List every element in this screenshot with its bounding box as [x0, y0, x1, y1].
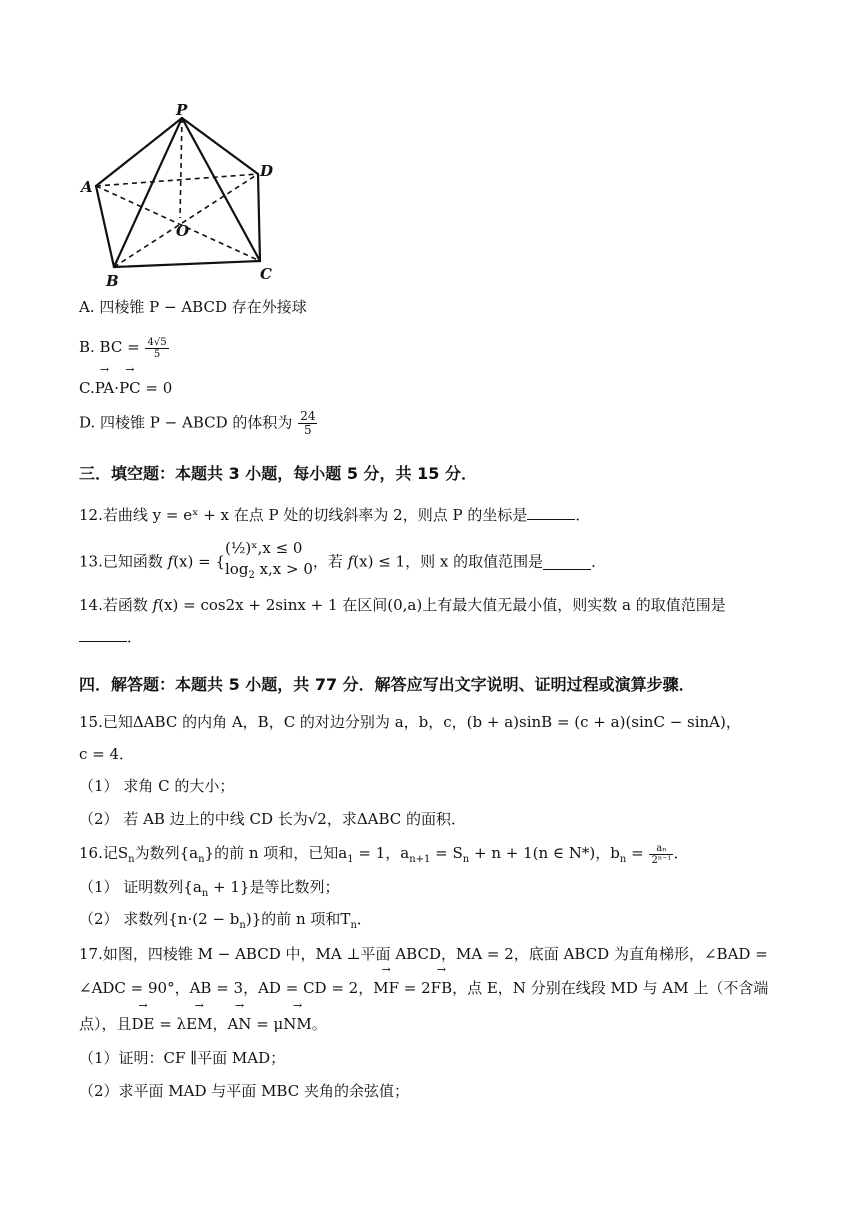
q16-p1-b: + 1}是等比数列； — [208, 878, 340, 896]
edge-CD — [258, 174, 260, 261]
option-b — [79, 336, 169, 360]
label-B: B — [106, 272, 119, 290]
q16-c: }的前 n 项和，已知a — [204, 844, 348, 862]
q16-p1-a: （1） 证明数列{a — [79, 878, 202, 896]
fraction-numerator: aₙ — [649, 843, 673, 855]
section-3-heading: 三．填空题：本题共 3 小题，每小题 5 分，共 15 分． — [79, 464, 477, 483]
edge-AD-hidden — [96, 174, 258, 186]
question-12 — [79, 504, 590, 526]
q17-eq2: = 2 — [399, 979, 431, 997]
question-17-line2 — [79, 977, 768, 999]
question-16-part1 — [79, 876, 339, 905]
vector-NM: → NM — [283, 1013, 311, 1035]
piecewise-cases — [225, 538, 313, 586]
option-b-prefix: B. BC = — [79, 338, 140, 356]
label-P: P — [176, 101, 188, 119]
fraction — [145, 337, 168, 360]
question-17-part1: （1）证明：CF ∥平面 MAD； — [79, 1049, 286, 1067]
q17-l3-a: 点），且 — [79, 1015, 132, 1033]
section-4-heading: 四．解答题：本题共 5 小题，共 77 分．解答应写出文字说明、证明过程或演算步骤． — [79, 675, 695, 694]
fraction-numerator: 24 — [300, 409, 316, 423]
subscript: n — [201, 888, 209, 899]
fraction-denominator: 5 — [304, 423, 312, 437]
q14-rest: (x) = cos2x + 2sinx + 1 在区间(0,a)上有最大值无最小值，则实数 a 的取值范围是 — [158, 596, 726, 614]
option-c-prefix: C. — [79, 379, 95, 397]
height-PO-hidden — [180, 118, 182, 218]
q16-f: + n + 1(n ∈ N*)，b — [469, 844, 620, 862]
edge-BC — [114, 261, 260, 267]
option-a: A. 四棱锥 P − ABCD 存在外接球 — [79, 298, 307, 316]
q17-l2-b: ，点 E，N 分别在线段 MD 与 AM 上（不含端 — [452, 979, 769, 997]
edge-PD — [182, 118, 258, 174]
vector-AN: → AN — [227, 1013, 251, 1035]
function-f: f — [167, 552, 174, 571]
label-C: C — [260, 265, 272, 283]
subscript: n — [462, 854, 470, 865]
subscript: n — [239, 920, 246, 931]
case-2-rest: x,x > 0 — [254, 560, 313, 578]
case-2-log: log — [225, 560, 249, 578]
q16-g: = — [626, 844, 649, 862]
q17-l3-end: 。 — [311, 1015, 327, 1033]
vector-PC: → PC — [119, 377, 141, 399]
fraction-numerator: 4√5 — [147, 336, 167, 348]
option-c — [79, 377, 172, 399]
vector-EM: → EM — [186, 1013, 212, 1035]
question-16 — [79, 842, 688, 871]
q16-a: 16.记S — [79, 844, 129, 862]
vector-FB: → FB — [431, 977, 452, 999]
question-17-line3 — [79, 1013, 327, 1035]
dot-product: · — [114, 379, 120, 397]
pyramid-figure — [72, 100, 287, 290]
q14-end: ． — [127, 628, 143, 646]
function-f: f — [347, 552, 354, 571]
subscript: 1 — [347, 854, 354, 865]
option-d-prefix: D. 四棱锥 P − ABCD 的体积为 — [79, 413, 293, 432]
q14-prefix: 14.若函数 — [79, 596, 153, 614]
edge-PC — [182, 118, 260, 261]
q17-l2-a: ∠ADC = 90°，AB = 3，AD = CD = 2， — [79, 979, 374, 997]
q16-p2-b: )}的前 n 项和T — [245, 910, 351, 928]
subscript: n — [128, 854, 135, 865]
q13-fx: (x) = { — [173, 552, 225, 571]
fraction — [649, 843, 673, 866]
label-D: D — [260, 162, 274, 180]
question-14 — [79, 594, 726, 616]
fraction — [298, 410, 317, 437]
vector-MF: → MF — [373, 977, 399, 999]
vector-PA: → PA — [95, 377, 115, 399]
q12-text: 12.若曲线 y = eˣ + x 在点 P 处的切线斜率为 2，则点 P 的坐标是 — [79, 506, 528, 524]
q16-p2-c: ． — [356, 910, 372, 928]
q13-mid: ，若 — [312, 552, 348, 571]
subscript: n — [350, 920, 357, 931]
q16-e: = S — [430, 844, 463, 862]
answer-blank — [543, 555, 591, 570]
q13-prefix: 13.已知函数 — [79, 552, 168, 571]
case-1: (½)ˣ,x ≤ 0 — [225, 539, 303, 557]
case-2 — [225, 559, 313, 586]
q17-comma: ， — [212, 1015, 228, 1033]
case-2-base: 2 — [248, 570, 255, 581]
fraction-denominator: 2ⁿ⁻¹ — [651, 854, 672, 866]
question-14-cont — [79, 626, 142, 648]
subscript: n — [619, 854, 627, 865]
question-13 — [79, 538, 606, 586]
subscript: n+1 — [409, 854, 431, 865]
question-17-line1: 17.如图，四棱锥 M − ABCD 中，MA ⊥平面 ABCD，MA = 2，底面 ABCD 为直角梯形，∠BAD = — [79, 945, 768, 963]
q12-end: ． — [575, 506, 591, 524]
q16-end: ． — [673, 844, 689, 862]
answer-blank — [79, 627, 127, 642]
answer-blank — [527, 505, 575, 520]
question-15-line2: c = 4． — [79, 745, 135, 763]
question-17-part2: （2）求平面 MAD 与平面 MBC 夹角的余弦值； — [79, 1082, 409, 1100]
label-O: O — [176, 222, 190, 240]
question-16-part2 — [79, 908, 372, 937]
q17-eq-mu: = μ — [251, 1015, 284, 1033]
q17-eq-lambda: = λ — [154, 1015, 187, 1033]
fraction-denominator: 5 — [153, 348, 161, 360]
edge-PA — [96, 118, 182, 186]
question-15-part1: （1） 求角 C 的大小； — [79, 777, 235, 795]
function-f: f — [152, 596, 159, 614]
option-c-suffix: = 0 — [140, 379, 173, 397]
q16-p2-a: （2） 求数列{n·(2 − b — [79, 910, 240, 928]
vector-DE: → DE — [132, 1013, 155, 1035]
option-d — [79, 410, 317, 437]
edge-AB — [96, 186, 114, 267]
question-15-line1: 15.已知ΔABC 的内角 A，B，C 的对边分别为 a，b，c，(b + a)sinB = (c + a)(sinC − sinA)， — [79, 713, 741, 731]
question-15-part2: （2） 若 AB 边上的中线 CD 长为√2，求ΔABC 的面积． — [79, 810, 467, 828]
q16-b: 为数列{a — [134, 844, 199, 862]
subscript: n — [198, 854, 205, 865]
q16-d: = 1，a — [353, 844, 410, 862]
q13-mid2: (x) ≤ 1，则 x 的取值范围是 — [353, 552, 544, 571]
label-A: A — [81, 178, 93, 196]
q13-end: ． — [591, 552, 607, 571]
